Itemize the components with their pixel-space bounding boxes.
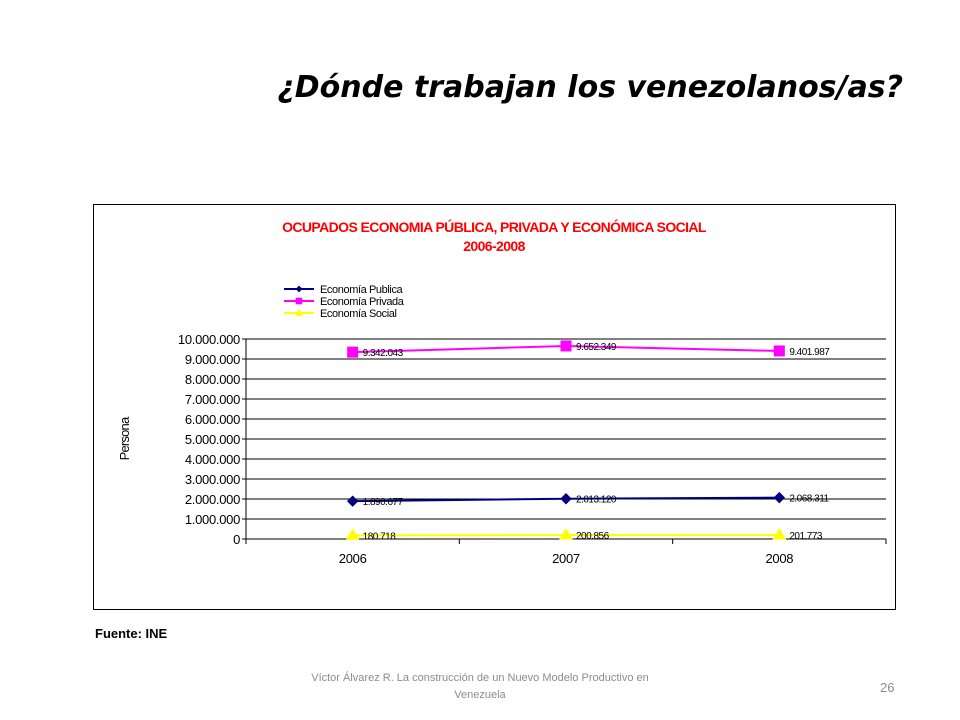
series-economía-publica <box>348 493 830 509</box>
page-number: 26 <box>880 680 895 695</box>
y-axis-label: Persona <box>117 417 132 461</box>
x-tick-label: 2007 <box>552 551 580 566</box>
line-chart <box>94 205 895 609</box>
x-tick-label: 2006 <box>338 551 367 566</box>
source-label: Fuente: INE <box>95 626 168 641</box>
chart-frame <box>93 204 896 610</box>
chart-legend <box>284 284 405 320</box>
data-label: 9.652.349 <box>576 341 616 353</box>
y-tick-label: 8.000.000 <box>184 372 240 387</box>
y-tick-label: 2.000.000 <box>184 492 240 507</box>
y-tick-label: 0 <box>233 532 240 547</box>
y-tick-label: 1.000.000 <box>184 512 240 527</box>
y-tick-label: 10.000.000 <box>177 332 240 347</box>
data-point <box>774 493 784 503</box>
data-point <box>348 347 358 357</box>
x-tick-label: 2008 <box>765 551 794 566</box>
data-point <box>561 494 571 504</box>
data-point <box>561 341 571 351</box>
legend-label: Economía Privada <box>320 296 404 308</box>
series-economía-privada <box>348 341 831 359</box>
data-point <box>774 346 784 356</box>
footer-text: Víctor Álvarez R. La construcción de un Nuevo Modelo Productivo en Venezuela <box>311 672 649 701</box>
y-tick-label: 7.000.000 <box>184 392 240 407</box>
y-tick-label: 5.000.000 <box>184 432 240 447</box>
data-point <box>348 496 358 506</box>
chart-grid <box>246 339 886 539</box>
y-tick-label: 9.000.000 <box>184 352 240 367</box>
data-label: 1.890.677 <box>362 497 403 509</box>
chart-title: OCUPADOS ECONOMIA PÚBLICA, PRIVADA Y ECONÓMICA SOCIAL <box>282 219 706 235</box>
data-label: 9.401.987 <box>789 346 830 358</box>
data-point <box>773 529 785 539</box>
data-label: 200.856 <box>576 530 609 542</box>
data-label: 2.013.120 <box>576 494 616 506</box>
chart-subtitle: 2006-2008 <box>463 238 525 254</box>
series-economía-social <box>347 529 823 542</box>
y-tick-label: 4.000.000 <box>184 452 240 467</box>
legend-label: Economía Publica <box>320 284 403 296</box>
x-axis <box>246 539 886 566</box>
data-label: 201.773 <box>789 530 822 542</box>
data-label: 2.068.311 <box>789 493 829 505</box>
legend-marker <box>296 286 302 292</box>
y-tick-label: 3.000.000 <box>184 472 240 487</box>
y-tick-label: 6.000.000 <box>184 412 240 427</box>
data-label: 180.718 <box>362 531 396 543</box>
series-layer <box>347 341 831 542</box>
slide-title: ¿Dónde trabajan los venezolanos/as? <box>277 70 903 105</box>
legend-marker <box>296 298 302 304</box>
y-axis <box>178 332 246 547</box>
legend-label: Economía Social <box>320 308 397 320</box>
data-label: 9.342.043 <box>362 348 403 360</box>
